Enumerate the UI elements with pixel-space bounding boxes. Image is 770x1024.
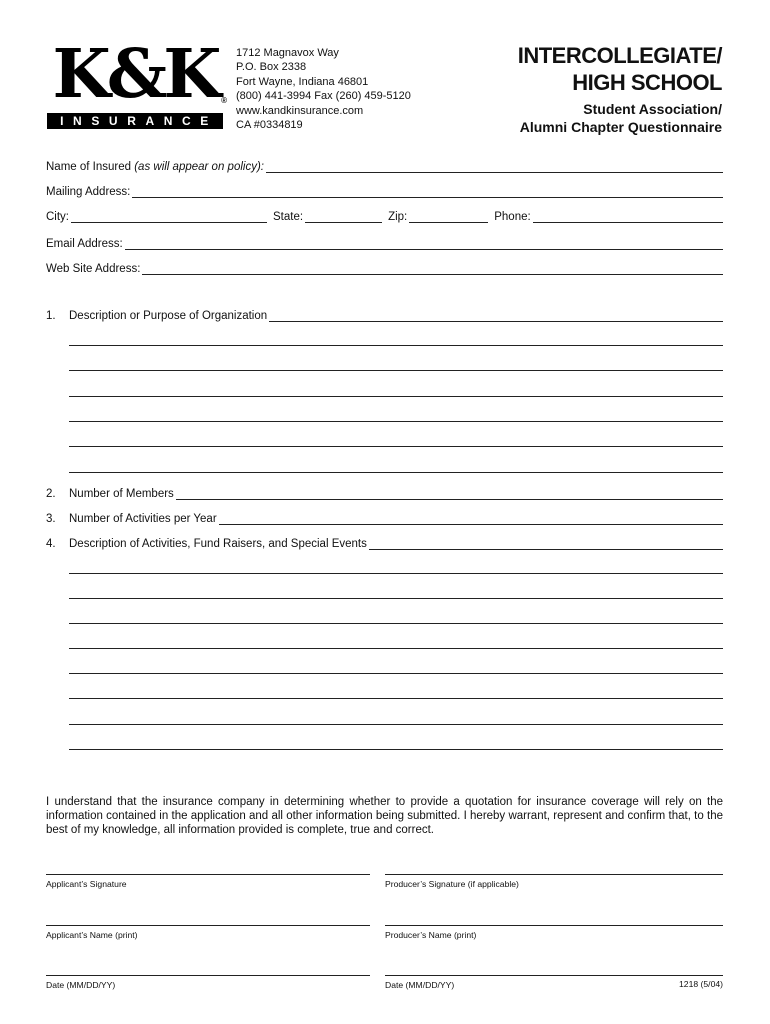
question-1-row [46, 306, 723, 322]
question-4-answer-line[interactable] [69, 648, 723, 649]
question-2-field[interactable] [176, 487, 723, 500]
state-field[interactable] [305, 210, 382, 223]
name-of-insured-label: Name of Insured (as will appear on policy): [46, 161, 264, 173]
certification-statement: I understand that the insurance company in determining whether to provide a quotation for insurance coverage will rely on the information contained in the application and all other information being submitted. I hereby warrant, represent and confirm that, to the best of my knowledge, all information provided is complete, true and correct. [46, 796, 723, 837]
question-4-answer-line[interactable] [69, 623, 723, 624]
name-of-insured-row [46, 157, 723, 173]
state-label: State: [273, 211, 304, 223]
question-1-answer-line[interactable] [69, 370, 723, 371]
website-label: Web Site Address: [46, 263, 141, 275]
website-field[interactable] [142, 262, 723, 275]
phone-label: Phone: [494, 211, 531, 223]
producer-signature-line[interactable]: Producer’s Signature (if applicable) [385, 874, 723, 889]
city-label: City: [46, 211, 69, 223]
question-1-answer-line[interactable] [69, 345, 723, 346]
question-4-answer-line[interactable] [69, 749, 723, 750]
title-line-1: INTERCOLLEGIATE/ [517, 43, 722, 68]
website-row [46, 259, 723, 275]
question-1-field[interactable] [269, 309, 723, 322]
form-title [518, 42, 722, 136]
producer-date-line[interactable]: Date (MM/DD/YY) [385, 975, 723, 990]
logo-tagline: INSURANCE [47, 113, 223, 129]
city-field[interactable] [71, 210, 267, 223]
address-line: 1712 Magnavox Way [236, 47, 339, 59]
phone-fax-line: (800) 441-3994 Fax (260) 459-5120 [236, 90, 411, 103]
website-line: www.kandkinsurance.com [236, 104, 364, 117]
question-4-answer-line[interactable] [69, 598, 723, 599]
company-address [236, 46, 411, 132]
question-4-field[interactable] [369, 537, 723, 550]
question-1-answer-line[interactable] [69, 446, 723, 447]
question-3-row [46, 509, 723, 525]
email-row [46, 234, 723, 250]
address-line: P.O. Box 2338 [236, 61, 307, 74]
applicant-date-line[interactable]: Date (MM/DD/YY) [46, 975, 370, 990]
logo-registered-mark: ® [221, 96, 227, 105]
question-4-row [46, 534, 723, 550]
question-3-field[interactable] [219, 512, 723, 525]
mailing-address-row [46, 182, 723, 198]
zip-field[interactable] [409, 210, 488, 223]
question-2-label: 2. Number of Members [46, 488, 174, 500]
phone-field[interactable] [533, 210, 723, 223]
email-field[interactable] [125, 237, 723, 250]
logo-wordmark: K&K [52, 34, 218, 113]
question-4-answer-line[interactable] [69, 573, 723, 574]
question-1-answer-line[interactable] [69, 396, 723, 397]
kk-insurance-logo [45, 34, 227, 130]
question-2-row [46, 484, 723, 500]
license-line: CA #0334819 [236, 119, 303, 132]
subtitle-line-1: Student Association/ [583, 101, 722, 117]
producer-name-line[interactable]: Producer’s Name (print) [385, 925, 723, 940]
applicant-signature-line[interactable]: Applicant’s Signature [46, 874, 370, 889]
question-4-answer-line[interactable] [69, 698, 723, 699]
title-line-2: HIGH SCHOOL [572, 70, 722, 95]
zip-label: Zip: [388, 211, 408, 223]
mailing-address-field[interactable] [132, 185, 723, 198]
question-1-answer-line[interactable] [69, 472, 723, 473]
address-line: Fort Wayne, Indiana 46801 [236, 75, 369, 88]
question-4-answer-line[interactable] [69, 724, 723, 725]
applicant-name-line[interactable]: Applicant’s Name (print) [46, 925, 370, 940]
name-of-insured-field[interactable] [266, 160, 723, 173]
question-1-label: 1. Description or Purpose of Organization [46, 310, 268, 322]
policy-note: (as will appear on policy): [134, 161, 264, 173]
question-3-label: 3. Number of Activities per Year [46, 513, 217, 525]
question-4-label: 4. Description of Activities, Fund Raisers, and Special Events [46, 538, 367, 550]
mailing-address-label: Mailing Address: [46, 186, 131, 198]
question-1-answer-line[interactable] [69, 421, 723, 422]
city-state-zip-phone-row [46, 207, 723, 223]
form-number: 1218 (5/04) [679, 979, 723, 989]
email-label: Email Address: [46, 238, 123, 250]
subtitle-line-2: Alumni Chapter Questionnaire [519, 119, 722, 135]
question-4-answer-line[interactable] [69, 673, 723, 674]
